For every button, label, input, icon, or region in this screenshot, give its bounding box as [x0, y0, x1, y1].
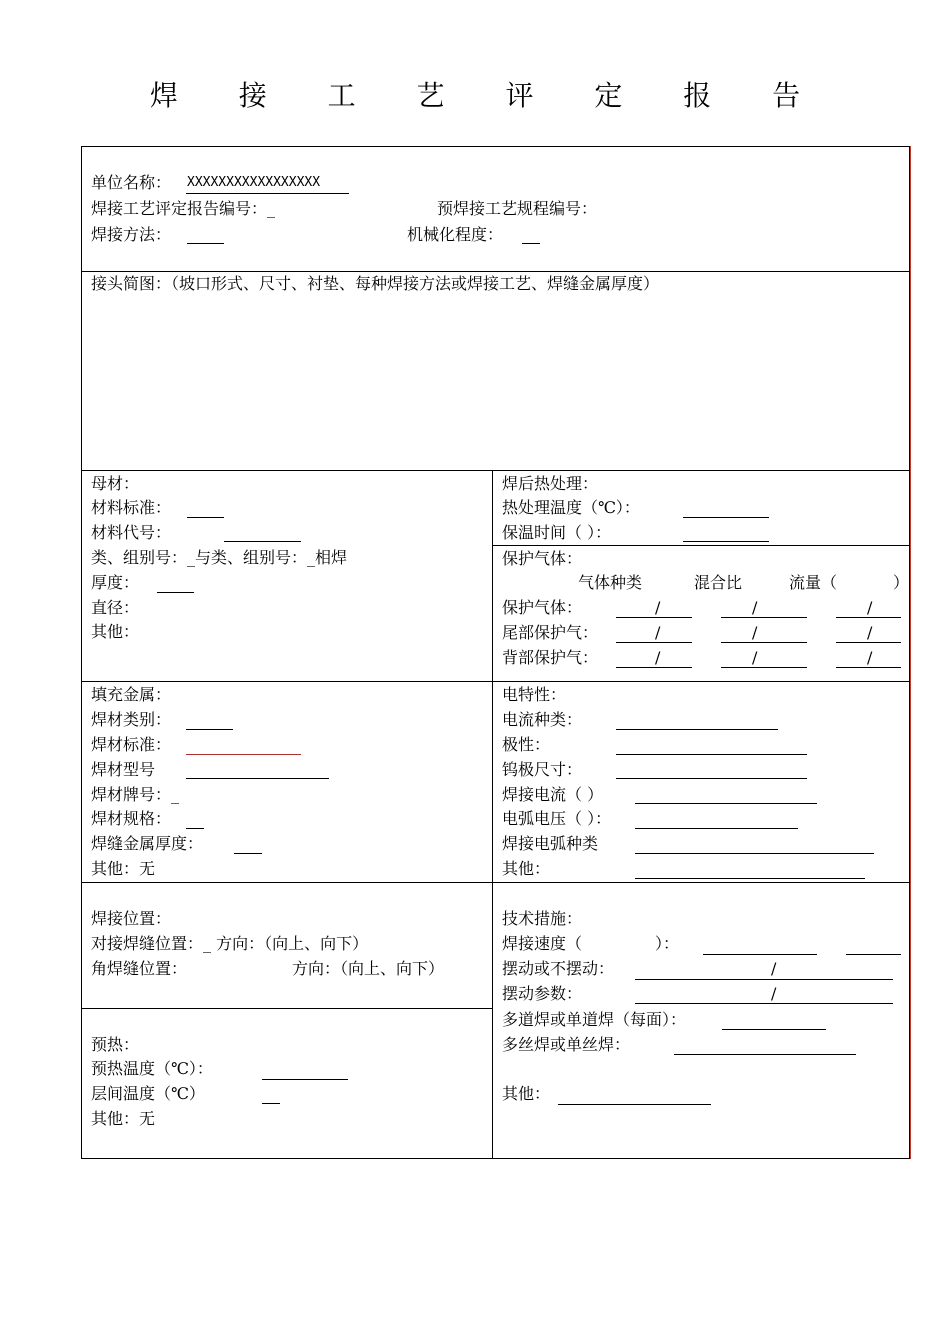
margin-line [910, 146, 911, 1159]
underline [635, 828, 798, 829]
filler-brand-label: 焊材牌号：_ [91, 785, 180, 804]
underline [846, 954, 901, 955]
underline [635, 853, 874, 854]
joint-sketch-label: 接头简图：（坡口形式、尺寸、衬垫、每种焊接方法或焊接工艺、焊缝金属厚度） [91, 274, 660, 293]
slash: / [752, 623, 758, 642]
divider [492, 545, 910, 546]
page-title: 焊 接 工 艺 评 定 报 告 [149, 79, 827, 112]
filler-title: 填充金属： [91, 685, 172, 704]
slash: / [655, 598, 661, 617]
material-code-label: 材料代号： [91, 523, 172, 542]
underline [635, 1003, 893, 1004]
preheat-title: 预热： [91, 1035, 140, 1054]
pwht-time-label: 保温时间（ ）： [502, 523, 612, 542]
filler-spec-label: 焊材规格： [91, 809, 172, 828]
technique-title: 技术措施： [502, 909, 583, 928]
travel-speed-label-end: ）： [655, 934, 680, 953]
filler-other-label: 其他：无 [91, 859, 156, 878]
electrical-title: 电特性： [502, 685, 567, 704]
deposit-thickness-label: 焊缝金属厚度： [91, 834, 204, 853]
underline [635, 803, 817, 804]
thickness-label: 厚度： [91, 573, 140, 592]
gas-mix-header: 混合比 [694, 573, 743, 592]
underline [683, 517, 769, 518]
gas-flow-header-end: ） [893, 573, 910, 592]
underline [186, 754, 301, 755]
underline [186, 828, 204, 829]
slash: / [867, 648, 873, 667]
slash: / [867, 623, 873, 642]
material-standard-label: 材料标准： [91, 498, 172, 517]
gas-row-label: 背部保护气： [502, 648, 599, 667]
divider [81, 271, 910, 272]
slash: / [771, 984, 777, 1003]
gas-title: 保护气体： [502, 549, 583, 568]
slash: / [655, 648, 661, 667]
gas-row-label: 尾部保护气： [502, 623, 599, 642]
preheat-other-label: 其他：无 [91, 1109, 156, 1128]
arc-type-label: 焊接电弧种类 [502, 834, 599, 853]
unit-value: XXXXXXXXXXXXXXXXX [187, 175, 321, 190]
underline [616, 617, 692, 618]
underline [558, 1104, 711, 1105]
underline [262, 1079, 348, 1080]
underline [635, 979, 893, 980]
interpass-temp-label: 层间温度（℃） [91, 1084, 205, 1103]
weave-param-label: 摆动参数： [502, 984, 583, 1003]
underline [635, 878, 865, 879]
current-type-label: 电流种类： [502, 710, 583, 729]
underline [674, 1054, 856, 1055]
gas-row-label: 保护气体： [502, 598, 583, 617]
underline [722, 1029, 826, 1030]
underline [262, 1103, 280, 1104]
travel-speed-label: 焊接速度（ [502, 934, 583, 953]
welding-method-label: 焊接方法： [91, 225, 172, 244]
slash: / [655, 623, 661, 642]
fillet-direction-label: 方向：（向上、向下） [292, 959, 445, 978]
underline [187, 517, 224, 518]
gas-type-header: 气体种类 [578, 573, 643, 592]
divider [81, 681, 910, 682]
underline [703, 954, 817, 955]
weave-label: 摆动或不摆动： [502, 959, 615, 978]
underline [616, 778, 807, 779]
underline [234, 853, 262, 854]
slash: / [752, 598, 758, 617]
method-underline [187, 243, 224, 244]
divider [81, 470, 910, 471]
underline [721, 642, 807, 643]
divider [81, 882, 910, 883]
welding-current-label: 焊接电流（ ） [502, 785, 604, 804]
fillet-position-label: 角焊缝位置： [91, 959, 188, 978]
pwps-number-label: 预焊接工艺规程编号： [437, 199, 598, 218]
slash: / [771, 959, 777, 978]
filler-category-label: 焊材类别： [91, 710, 172, 729]
underline [186, 778, 329, 779]
polarity-label: 极性： [502, 735, 551, 754]
mech-underline [522, 243, 540, 244]
material-group-label: 类、组别号：_与类、组别号：_相焊 [91, 548, 348, 567]
unit-label: 单位名称： [91, 173, 172, 192]
tungsten-size-label: 钨极尺寸： [502, 760, 583, 779]
gas-flow-header: 流量（ [789, 573, 838, 592]
divider [81, 1008, 492, 1009]
butt-position-label: 对接焊缝位置：_ 方向：（向上、向下） [91, 934, 369, 953]
unit-underline [186, 193, 349, 194]
technique-other-label: 其他： [502, 1084, 551, 1103]
underline [616, 642, 692, 643]
position-title: 焊接位置： [91, 909, 172, 928]
underline [721, 617, 807, 618]
diameter-label: 直径： [91, 598, 140, 617]
base-other-label: 其他： [91, 622, 140, 641]
multi-wire-label: 多丝焊或单丝焊： [502, 1035, 631, 1054]
arc-voltage-label: 电弧电压（ ）： [502, 809, 612, 828]
underline [721, 667, 807, 668]
slash: / [867, 598, 873, 617]
underline [224, 541, 301, 542]
mechanization-label: 机械化程度： [407, 225, 504, 244]
preheat-temp-label: 预热温度（℃）： [91, 1059, 213, 1078]
underline [616, 667, 692, 668]
multi-pass-label: 多道焊或单道焊（每面）： [502, 1010, 687, 1029]
base-metal-title: 母材： [91, 474, 140, 493]
column-divider [492, 470, 493, 1159]
underline [616, 729, 778, 730]
underline [186, 729, 233, 730]
report-number-label: 焊接工艺评定报告编号：_ [91, 199, 276, 218]
pwht-title: 焊后热处理： [502, 474, 599, 493]
filler-model-label: 焊材型号 [91, 760, 156, 779]
electrical-other-label: 其他： [502, 859, 551, 878]
pwht-temp-label: 热处理温度（℃）： [502, 498, 640, 517]
underline [616, 754, 807, 755]
underline [683, 541, 769, 542]
filler-standard-label: 焊材标准： [91, 735, 172, 754]
slash: / [752, 648, 758, 667]
underline [157, 592, 194, 593]
